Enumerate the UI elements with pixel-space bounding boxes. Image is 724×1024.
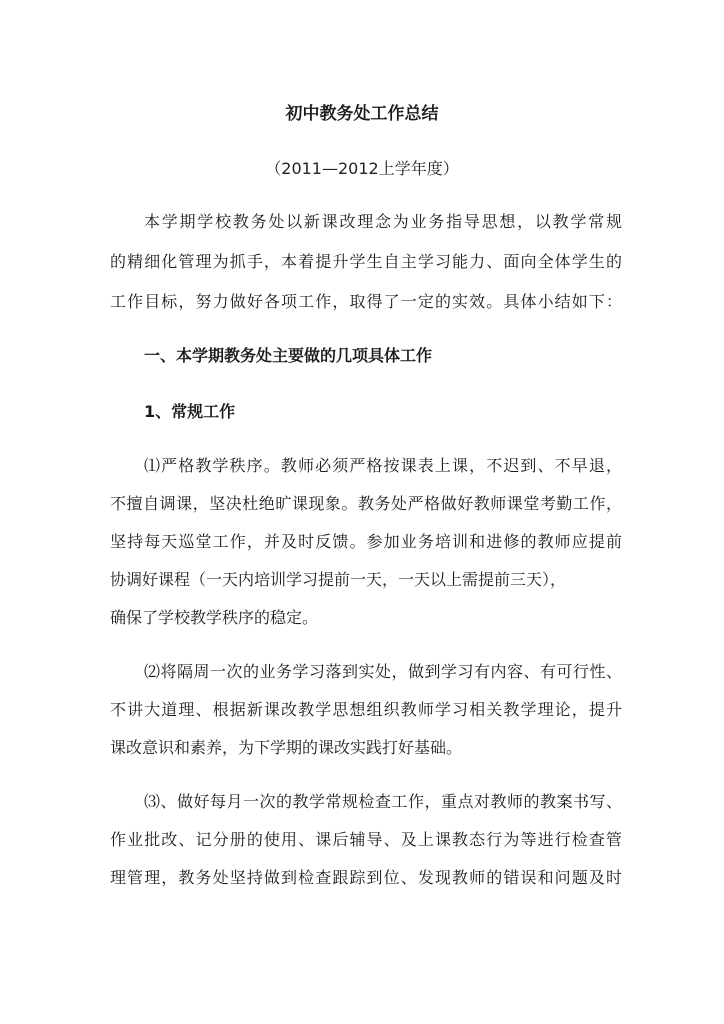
item2-line-1: ⑵将隔周一次的业务学习落到实处，做到学习有内容、有可行性、 xyxy=(144,662,622,681)
intro-line-2: 的精细化管理为抓手，本着提升学生自主学习能力、面向全体学生的 xyxy=(110,252,622,271)
intro-line-1: 本学期学校教务处以新课改理念为业务指导思想，以教学常规 xyxy=(144,212,622,231)
section-heading: 一、本学期教务处主要做的几项具体工作 xyxy=(144,346,433,365)
item2-line-3: 课改意识和素养，为下学期的课改实践打好基础。 xyxy=(110,738,463,757)
document-subtitle: （2011—2012上学年度） xyxy=(265,159,459,178)
item1-line-3: 坚持每天巡堂工作，并及时反馈。参加业务培训和进修的教师应提前 xyxy=(110,532,622,551)
item2-line-2: 不讲大道理、根据新课改教学思想组织教师学习相关教学理论，提升 xyxy=(110,700,622,719)
intro-line-3: 工作目标，努力做好各项工作，取得了一定的实效。具体小结如下： xyxy=(110,292,622,311)
item3-line-1: ⑶、做好每月一次的教学常规检查工作，重点对教师的教案书写、 xyxy=(144,792,622,811)
item3-line-2: 作业批改、记分册的使用、课后辅导、及上课教态行为等进行检查管 xyxy=(110,830,622,849)
item1-line-5: 确保了学校教学秩序的稳定。 xyxy=(110,608,319,627)
item3-line-3: 理管理，教务处坚持做到检查跟踪到位、发现教师的错误和问题及时 xyxy=(110,868,622,887)
item1-line-4: 协调好课程（一天内培训学习提前一天，一天以上需提前三天）， xyxy=(110,570,567,589)
item1-line-2: 不擅自调课，坚决杜绝旷课现象。教务处严格做好教师课堂考勤工作， xyxy=(110,494,622,513)
item1-line-1: ⑴严格教学秩序。教师必须严格按课表上课，不迟到、不早退， xyxy=(144,456,622,475)
document-title: 初中教务处工作总结 xyxy=(285,104,439,124)
subsection-heading: 1、常规工作 xyxy=(144,402,236,421)
